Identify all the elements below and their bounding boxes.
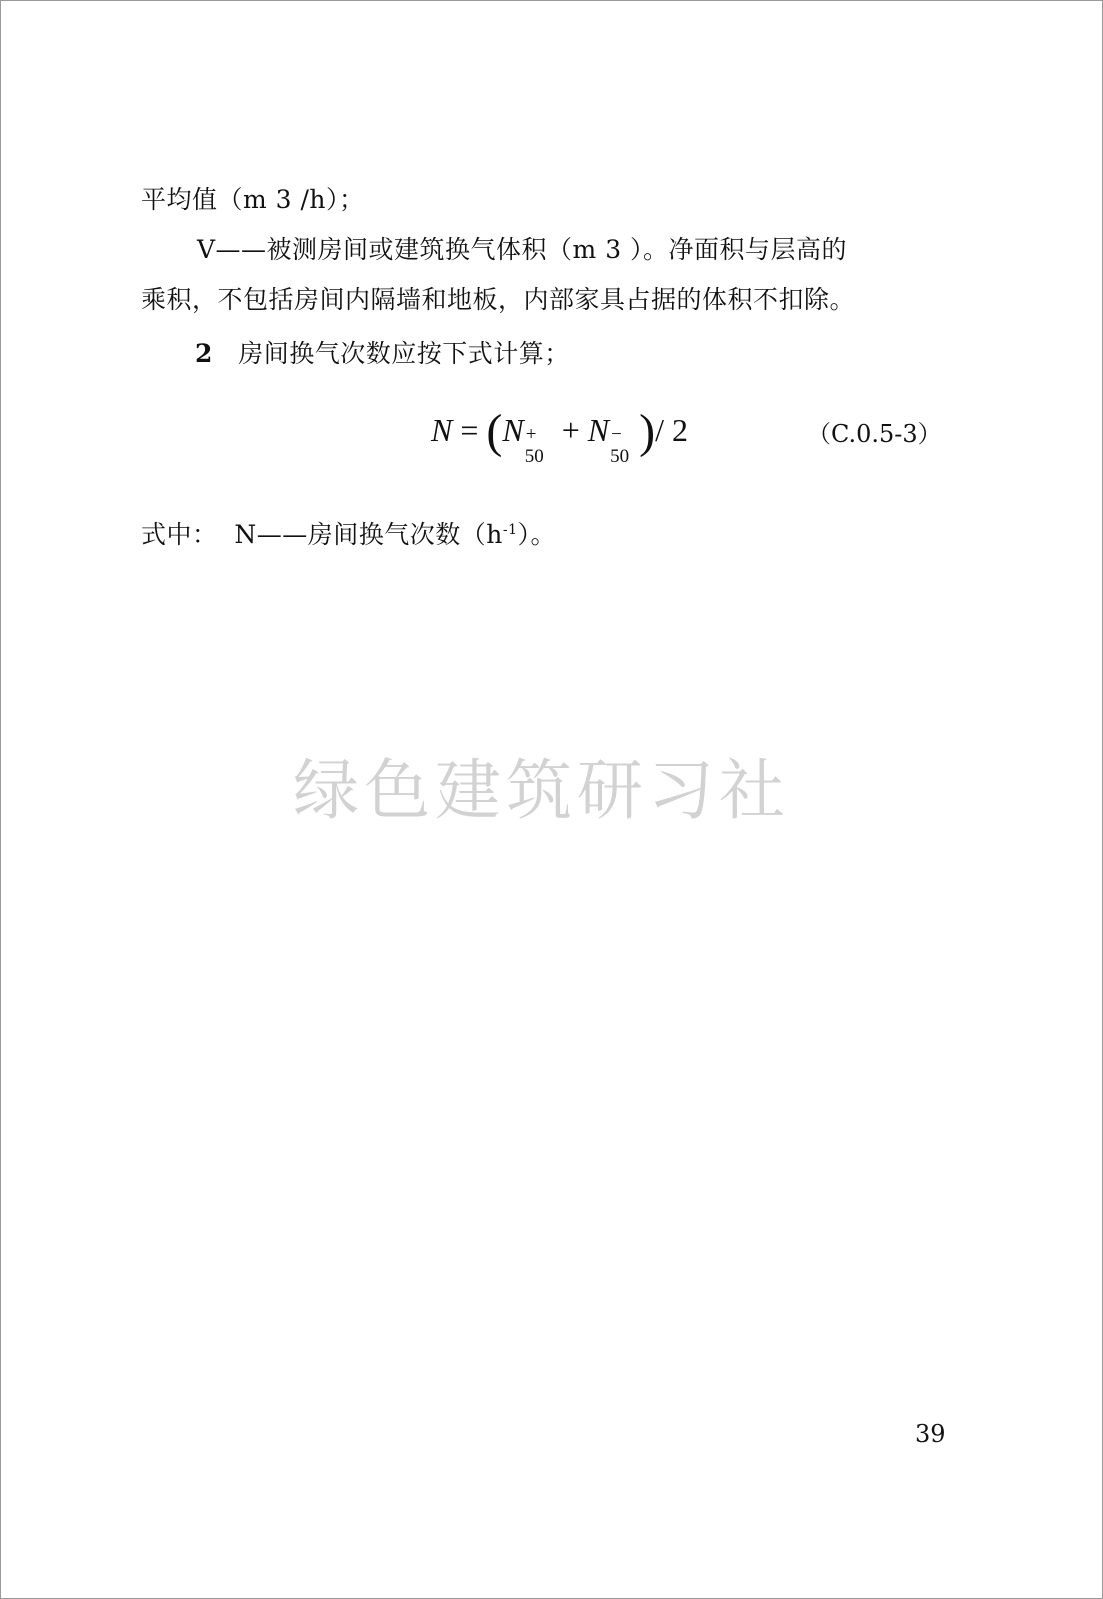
- where-text: N——房间换气次数（h: [234, 520, 503, 549]
- where-unit-sup: -1: [502, 522, 518, 538]
- equation-term2-sup: −: [611, 423, 622, 445]
- equation-plus: +: [561, 412, 580, 448]
- equation-term1-scripts: [524, 414, 554, 467]
- item-number: 2: [195, 339, 213, 368]
- item-text: 房间换气次数应按下式计算；: [238, 339, 570, 368]
- equation-lhs: N: [431, 412, 453, 448]
- text-line-1: 平均值（m 3 /h）；: [141, 185, 365, 214]
- page-number: 39: [915, 1420, 946, 1448]
- where-line: [141, 513, 556, 552]
- where-prefix: 式中：: [141, 520, 218, 549]
- text-line-3: 乘积，不包括房间内隔墙和地板，内部家具占据的体积不扣除。: [141, 285, 856, 314]
- equation-open-paren: (: [486, 405, 503, 458]
- text-line-2: V——被测房间或建筑换气体积（m 3 ）。净面积与层高的: [197, 235, 848, 264]
- equation-term1-sub: 50: [524, 445, 544, 467]
- equation-divisor: 2: [671, 412, 688, 448]
- equation-term2-sub: 50: [610, 445, 630, 467]
- equation-close-paren: ): [639, 405, 656, 458]
- where-suffix: ）。: [517, 520, 557, 549]
- equation-equals: =: [460, 412, 479, 448]
- watermark: 绿色建筑研习社: [293, 752, 790, 829]
- equation-term2-var: N: [587, 412, 610, 448]
- item-2: [195, 337, 570, 371]
- equation-divide: /: [655, 412, 664, 448]
- equation-term1-sup: +: [525, 423, 537, 445]
- equation-number: （C.0.5-3）: [807, 420, 942, 448]
- equation: [431, 405, 688, 467]
- equation-term1-var: N: [502, 412, 524, 448]
- equation-term2-scripts: [609, 414, 639, 467]
